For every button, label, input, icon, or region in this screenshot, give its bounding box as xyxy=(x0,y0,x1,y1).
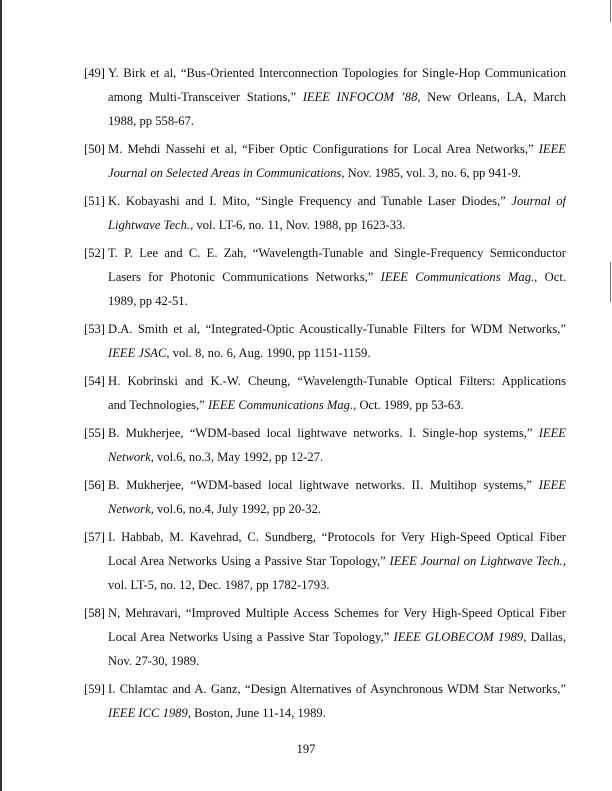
reference-text xyxy=(108,601,566,673)
reference-label: [59] xyxy=(84,682,105,696)
reference-text-segment: , Boston, June 11-14, 1989. xyxy=(187,706,326,720)
reference-text-segment: , vol.6, no.3, May 1992, pp 12-27. xyxy=(150,450,324,464)
reference-line xyxy=(108,625,566,649)
reference-entry xyxy=(84,525,566,597)
reference-line xyxy=(108,393,566,417)
reference-label: [50] xyxy=(84,142,105,156)
reference-text-segment: , Nov. 1985, vol. 3, no. 6, pp 941-9. xyxy=(341,166,522,180)
reference-text xyxy=(108,525,566,597)
reference-line xyxy=(108,573,566,597)
reference-text-segment: , New Orleans, LA, March xyxy=(417,90,566,104)
reference-line xyxy=(108,549,566,573)
reference-entry xyxy=(84,241,566,313)
reference-line xyxy=(108,369,566,393)
reference-text-segment: I. Habbab, M. Kavehrad, C. Sundberg, “Protocols for Very High-Speed Optical Fiber xyxy=(108,530,566,544)
reference-line xyxy=(108,161,566,185)
reference-label: [49] xyxy=(84,66,105,80)
reference-text xyxy=(108,369,566,417)
reference-text-segment: H. Kobrinski and K.-W. Cheung, “Wavelength-Tunable Optical Filters: Applications xyxy=(108,374,566,388)
reference-text-segment: K. Kobayashi and I. Mito, “Single Frequency and Tunable Laser Diodes,” xyxy=(108,194,512,208)
scan-mark-right xyxy=(610,262,611,302)
reference-entry xyxy=(84,601,566,673)
reference-entry xyxy=(84,137,566,185)
reference-text-segment: , vol. LT-6, no. 11, Nov. 1988, pp 1623-33. xyxy=(190,218,406,232)
reference-line xyxy=(108,137,566,161)
reference-line xyxy=(108,421,566,445)
reference-venue-italic: IEEE GLOBECOM 1989 xyxy=(393,630,524,644)
reference-line xyxy=(108,473,566,497)
reference-text-segment: T. P. Lee and C. E. Zah, “Wavelength-Tunable and Single-Frequency Semiconductor xyxy=(108,246,566,260)
reference-text-segment: , Dallas, xyxy=(523,630,566,644)
reference-text-segment: , vol. 8, no. 6, Aug. 1990, pp 1151-1159. xyxy=(166,346,371,360)
reference-text-segment: Nov. 27-30, 1989. xyxy=(108,654,200,668)
reference-line xyxy=(108,677,566,701)
reference-venue-italic: IEEE Communications Mag. xyxy=(207,398,354,412)
reference-venue-italic: Journal on Selected Areas in Communications xyxy=(108,166,342,180)
reference-entry xyxy=(84,677,566,725)
reference-line xyxy=(108,341,566,365)
reference-venue-italic: IEEE INFOCOM ’88 xyxy=(302,90,418,104)
reference-text-segment: M. Mehdi Nassehi et al, “Fiber Optic Configurations for Local Area Networks,” xyxy=(108,142,539,156)
reference-text xyxy=(108,677,566,725)
reference-entry xyxy=(84,473,566,521)
page-number: 197 xyxy=(296,742,316,756)
reference-venue-italic: IEEE Communications Mag. xyxy=(380,270,535,284)
reference-text xyxy=(108,241,566,313)
reference-list xyxy=(84,61,566,729)
reference-label: [58] xyxy=(84,606,105,620)
reference-text xyxy=(108,473,566,521)
reference-text-segment: among Multi-Transceiver Stations,” xyxy=(108,90,303,104)
reference-label: [54] xyxy=(84,374,105,388)
reference-venue-italic: IEEE xyxy=(538,478,566,492)
reference-line xyxy=(108,61,566,85)
reference-entry xyxy=(84,189,566,237)
reference-line xyxy=(108,289,566,313)
reference-text-segment: , vol.6, no.4, July 1992, pp 20-32. xyxy=(150,502,322,516)
reference-text-segment: , Oct. 1989, pp 53-63. xyxy=(353,398,464,412)
reference-text-segment: Local Area Networks Using a Passive Star Topology,” xyxy=(108,630,394,644)
reference-venue-italic: IEEE xyxy=(538,426,566,440)
reference-text xyxy=(108,61,566,133)
reference-entry xyxy=(84,61,566,133)
scan-mark-top-right xyxy=(610,0,611,22)
reference-text-segment: Lasers for Photonic Communications Networks,” xyxy=(108,270,381,284)
reference-line xyxy=(108,497,566,521)
reference-line xyxy=(108,445,566,469)
reference-line xyxy=(108,109,566,133)
reference-entry xyxy=(84,421,566,469)
reference-text-segment: , xyxy=(562,554,566,568)
reference-line xyxy=(108,601,566,625)
reference-line xyxy=(108,317,566,341)
reference-line xyxy=(108,265,566,289)
reference-text-segment: 1989, pp 42-51. xyxy=(108,294,188,308)
reference-label: [51] xyxy=(84,194,105,208)
reference-venue-italic: IEEE xyxy=(538,142,566,156)
reference-text-segment: Y. Birk et al, “Bus-Oriented Interconnection Topologies for Single-Hop Communication xyxy=(108,66,566,80)
reference-label: [55] xyxy=(84,426,105,440)
reference-line xyxy=(108,213,566,237)
reference-line xyxy=(108,241,566,265)
reference-text xyxy=(108,137,566,185)
reference-line xyxy=(108,85,566,109)
reference-venue-italic: Journal of xyxy=(511,194,566,208)
reference-text-segment: B. Mukherjee, “WDM-based local lightwave networks. II. Multihop systems,” xyxy=(108,478,539,492)
reference-text-segment: I. Chlamtac and A. Ganz, “Design Alternatives of Asynchronous WDM Star Networks,” xyxy=(108,682,566,696)
reference-venue-italic: IEEE Journal on Lightwave Tech. xyxy=(389,554,563,568)
reference-line xyxy=(108,701,566,725)
reference-line xyxy=(108,649,566,673)
reference-label: [56] xyxy=(84,478,105,492)
reference-label: [52] xyxy=(84,246,105,260)
reference-text xyxy=(108,317,566,365)
reference-venue-italic: IEEE ICC 1989 xyxy=(108,706,188,720)
reference-text xyxy=(108,421,566,469)
reference-text-segment: B. Mukherjee, “WDM-based local lightwave networks. I. Single-hop systems,” xyxy=(108,426,539,440)
reference-venue-italic: Network xyxy=(108,502,151,516)
reference-line xyxy=(108,189,566,213)
scan-edge-left xyxy=(0,0,2,791)
reference-text-segment: D.A. Smith et al, “Integrated-Optic Acoustically-Tunable Filters for WDM Networks,” xyxy=(108,322,566,336)
reference-text-segment: and Technologies,” xyxy=(108,398,208,412)
reference-label: [57] xyxy=(84,530,105,544)
reference-entry xyxy=(84,317,566,365)
reference-text-segment: 1988, pp 558-67. xyxy=(108,114,195,128)
reference-line xyxy=(108,525,566,549)
reference-label: [53] xyxy=(84,322,105,336)
reference-text-segment: Local Area Networks Using a Passive Star Topology,” xyxy=(108,554,390,568)
reference-venue-italic: Network xyxy=(108,450,151,464)
reference-entry xyxy=(84,369,566,417)
reference-text xyxy=(108,189,566,237)
reference-text-segment: vol. LT-5, no. 12, Dec. 1987, pp 1782-1793. xyxy=(108,578,330,592)
reference-venue-italic: Lightwave Tech. xyxy=(108,218,191,232)
reference-text-segment: , Oct. xyxy=(534,270,566,284)
reference-venue-italic: IEEE JSAC xyxy=(108,346,167,360)
reference-text-segment: N, Mehravari, “Improved Multiple Access Schemes for Very High-Speed Optical Fiber xyxy=(108,606,566,620)
